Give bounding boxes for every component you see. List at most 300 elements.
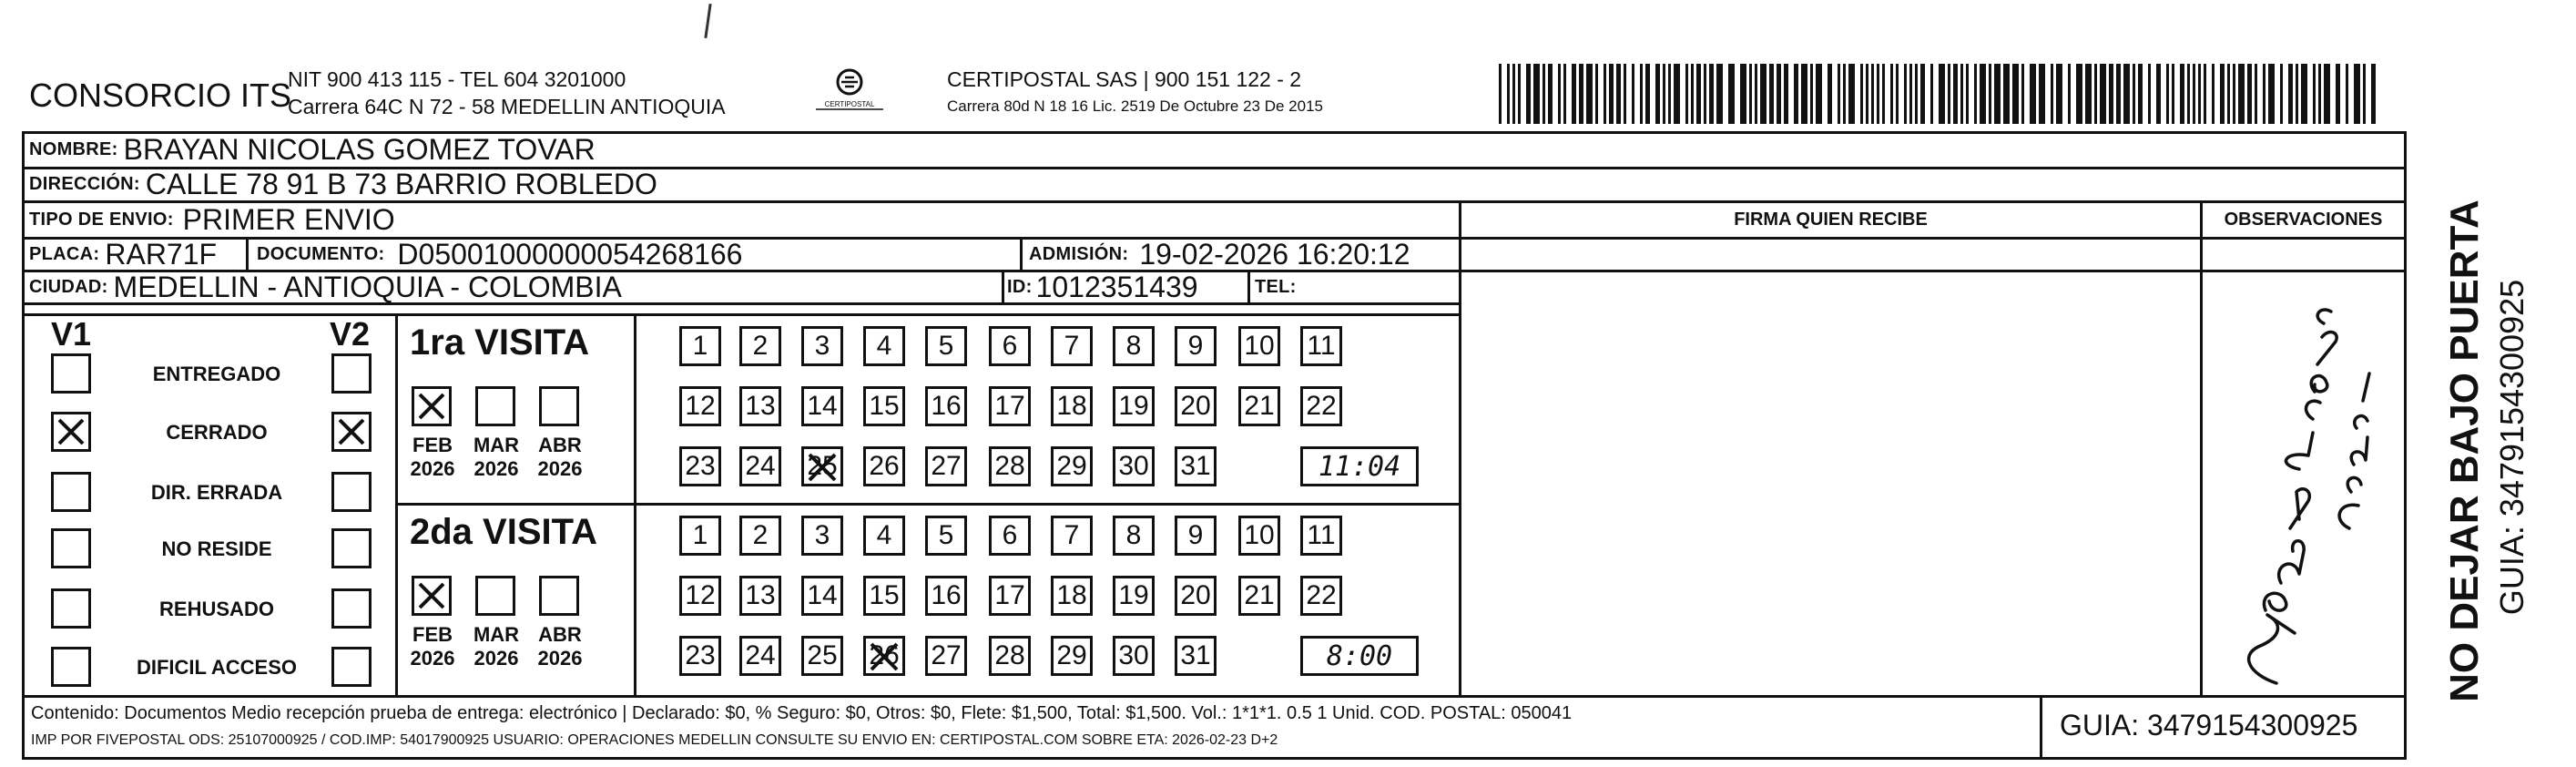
- x-mark-icon: [414, 578, 449, 613]
- day-number: 6: [1002, 331, 1018, 361]
- barcode-bar: [1740, 64, 1746, 124]
- day-number: 31: [1180, 640, 1211, 670]
- barcode-bar: [2238, 64, 2245, 124]
- day-box[interactable]: [1113, 516, 1155, 556]
- day-number: 8: [1125, 520, 1142, 550]
- barcode-bar: [1909, 64, 1912, 124]
- barcode-bar: [1579, 64, 1583, 124]
- status-option-label: ENTREGADO: [152, 363, 281, 385]
- ciudad-value: MEDELLIN - ANTIOQUIA - COLOMBIA: [113, 270, 622, 303]
- barcode-bar: [1980, 64, 1986, 124]
- month-label: [528, 434, 592, 481]
- day-number: 5: [938, 331, 954, 361]
- barcode-bar: [2280, 64, 2283, 124]
- documento-label: DOCUMENTO:: [257, 243, 385, 264]
- day-box[interactable]: [925, 636, 967, 676]
- barcode-bar: [2233, 64, 2235, 124]
- day-box[interactable]: [863, 516, 905, 556]
- day-box[interactable]: [801, 576, 843, 616]
- day-box[interactable]: [1113, 386, 1155, 426]
- barcode-bar: [1563, 64, 1566, 124]
- day-box[interactable]: [1051, 446, 1093, 486]
- day-box[interactable]: [739, 326, 781, 366]
- carrier-info-line2: Carrera 80d N 18 16 Lic. 2519 De Octubre 23 De 2015: [947, 97, 1323, 115]
- month-label: [401, 434, 464, 481]
- day-box[interactable]: [739, 636, 781, 676]
- barcode-bar: [1586, 64, 1593, 124]
- col-line: [2404, 131, 2407, 760]
- month-label: [528, 623, 592, 670]
- ciudad-row: [29, 271, 622, 302]
- day-number: 2: [752, 331, 769, 361]
- v2-checkbox[interactable]: [331, 588, 372, 629]
- day-number: 11: [1307, 331, 1336, 361]
- barcode-bar: [2021, 64, 2024, 124]
- barcode-bar: [1994, 64, 2001, 124]
- day-number: 30: [1118, 451, 1149, 481]
- day-box[interactable]: [679, 576, 721, 616]
- x-mark-icon: [866, 639, 902, 675]
- col-line: [1459, 200, 1461, 695]
- visit-time-box[interactable]: 8:00: [1300, 636, 1419, 676]
- day-box[interactable]: [1113, 636, 1155, 676]
- barcode-bar: [1674, 64, 1680, 124]
- id-row: [1007, 271, 1198, 302]
- day-box[interactable]: [925, 386, 967, 426]
- day-box[interactable]: [1300, 516, 1342, 556]
- x-mark-icon: [414, 389, 449, 424]
- day-box[interactable]: [739, 386, 781, 426]
- day-number: 25: [807, 451, 838, 481]
- day-box[interactable]: [1175, 516, 1217, 556]
- side-guia: GUIA: 3479154300925: [2493, 279, 2530, 616]
- month-checkbox[interactable]: [412, 386, 452, 426]
- col-line: [246, 237, 249, 270]
- barcode-bar: [2148, 64, 2151, 124]
- status-option-label: DIFICIL ACCESO: [136, 656, 297, 679]
- placa-value: RAR71F: [105, 237, 218, 271]
- day-box[interactable]: [1051, 636, 1093, 676]
- day-box[interactable]: [801, 446, 843, 486]
- day-box[interactable]: [925, 326, 967, 366]
- v1-checkbox[interactable]: [51, 647, 91, 687]
- visit-time-box[interactable]: 11:04: [1300, 446, 1419, 486]
- barcode-bar: [2204, 64, 2206, 124]
- barcode-bar: [2138, 64, 2143, 124]
- barcode-bar: [1691, 64, 1694, 124]
- day-box[interactable]: [801, 516, 843, 556]
- barcode-bar: [1728, 64, 1735, 124]
- day-box[interactable]: [925, 576, 967, 616]
- day-number: 10: [1244, 331, 1275, 361]
- day-box[interactable]: [1175, 326, 1217, 366]
- day-number: 16: [931, 580, 962, 610]
- barcode-bar: [1668, 64, 1671, 124]
- barcode-bar: [2336, 64, 2340, 124]
- barcode-bar: [1838, 64, 1840, 124]
- barcode-bar: [1595, 64, 1598, 124]
- visit-divider: [395, 503, 1459, 506]
- barcode-bar: [1655, 64, 1660, 124]
- day-number: 31: [1180, 451, 1211, 481]
- month-checkbox[interactable]: [539, 386, 579, 426]
- observaciones-handwriting: [2213, 273, 2395, 688]
- day-box[interactable]: [989, 326, 1031, 366]
- barcode-bar: [1920, 64, 1925, 124]
- barcode-bar: [1953, 64, 1958, 124]
- day-number: 16: [931, 391, 962, 421]
- barcode-bar: [1784, 64, 1788, 124]
- barcode-bar: [1526, 64, 1531, 124]
- barcode-bar: [2313, 64, 2316, 124]
- day-number: 2: [752, 520, 769, 550]
- day-number: 1: [692, 520, 708, 550]
- barcode-bar: [1499, 64, 1502, 124]
- day-number: 11: [1307, 520, 1336, 550]
- day-box[interactable]: [863, 386, 905, 426]
- footer-imp: IMP POR FIVEPOSTAL ODS: 25107000925 / COD.IMP: 54017900925 USUARIO: OPERACIONES MEDELLIN CONSULTE SU ENVIO EN: CERTIPOSTAL.COM SOBRE ETA: 2026-02-23 D+2: [31, 732, 1278, 748]
- day-box[interactable]: [1175, 386, 1217, 426]
- day-number: 5: [938, 520, 954, 550]
- placa-label: PLACA:: [29, 243, 100, 264]
- month-year: 2026: [410, 457, 455, 480]
- day-box[interactable]: [1238, 326, 1280, 366]
- id-label: ID:: [1007, 276, 1033, 297]
- day-box[interactable]: [989, 576, 1031, 616]
- day-number: 27: [931, 451, 962, 481]
- barcode-bar: [1645, 64, 1650, 124]
- tel-label: TEL:: [1255, 276, 1297, 297]
- day-box[interactable]: [1051, 516, 1093, 556]
- barcode-bar: [1848, 64, 1855, 124]
- col-line: [1002, 270, 1004, 302]
- day-number: 13: [745, 391, 776, 421]
- day-number: 26: [869, 640, 900, 670]
- day-box[interactable]: [1175, 576, 1217, 616]
- barcode-bar: [1685, 64, 1688, 124]
- day-box[interactable]: [801, 636, 843, 676]
- month-year: 2026: [537, 457, 583, 480]
- tel-row: [1255, 271, 1300, 302]
- day-box[interactable]: [989, 386, 1031, 426]
- day-box[interactable]: [863, 326, 905, 366]
- day-number: 7: [1064, 331, 1080, 361]
- day-box[interactable]: [739, 446, 781, 486]
- barcode-bar: [2212, 64, 2215, 124]
- nombre-label: NOMBRE:: [29, 138, 118, 159]
- footer-guia: GUIA: 3479154300925: [2060, 709, 2358, 741]
- v1-checkbox[interactable]: [51, 412, 91, 452]
- barcode-bar: [2296, 64, 2298, 124]
- id-value: 1012351439: [1035, 270, 1198, 303]
- day-box[interactable]: [1051, 326, 1093, 366]
- day-number: 9: [1187, 520, 1204, 550]
- barcode-bar: [2193, 64, 2195, 124]
- x-mark-icon: [804, 449, 840, 486]
- certipostal-logo: [809, 67, 891, 118]
- v2-checkbox[interactable]: [331, 412, 372, 452]
- barcode-bar: [1640, 64, 1643, 124]
- day-box[interactable]: [679, 326, 721, 366]
- day-number: 23: [685, 640, 716, 670]
- documento-value: D05001000000054268166: [397, 237, 743, 271]
- barcode-bar: [2094, 64, 2097, 124]
- day-box[interactable]: [1238, 386, 1280, 426]
- barcode-bar: [1866, 64, 1868, 124]
- tipo-label: TIPO DE ENVIO:: [29, 209, 174, 230]
- barcode-bar: [2354, 64, 2360, 124]
- col-line: [1020, 237, 1023, 270]
- day-number: 14: [807, 580, 838, 610]
- barcode-bar: [2100, 64, 2106, 124]
- month-year: 2026: [410, 647, 455, 670]
- barcode-bar: [1632, 64, 1634, 124]
- tipo-value: PRIMER ENVIO: [182, 202, 395, 236]
- day-box[interactable]: [1238, 516, 1280, 556]
- day-box[interactable]: [863, 446, 905, 486]
- barcode-bar: [2116, 64, 2121, 124]
- side-text-column: [2408, 131, 2576, 760]
- day-box[interactable]: [1113, 576, 1155, 616]
- month-year: 2026: [473, 457, 519, 480]
- month-checkbox[interactable]: [475, 576, 515, 616]
- status-option-label: NO RESIDE: [161, 537, 272, 560]
- no-dejar-warning: NO DEJAR BAJO PUERTA: [2442, 199, 2487, 702]
- month-year: 2026: [473, 647, 519, 670]
- admision-label: ADMISIÓN:: [1029, 243, 1129, 264]
- carrier-info-line1: CERTIPOSTAL SAS | 900 151 122 - 2: [947, 67, 1302, 91]
- v1-checkbox[interactable]: [51, 472, 91, 512]
- day-number: 1: [692, 331, 708, 361]
- day-number: 13: [745, 580, 776, 610]
- month-name: FEB: [412, 434, 453, 456]
- month-name: MAR: [473, 434, 520, 456]
- footer-divider: [22, 695, 2407, 698]
- certipostal-logo-icon: [809, 67, 891, 118]
- barcode-bar: [2187, 64, 2190, 124]
- barcode-bar: [1939, 64, 1945, 124]
- month-name: ABR: [538, 434, 582, 456]
- col-line: [2200, 200, 2203, 695]
- day-number: 22: [1306, 580, 1337, 610]
- status-option-label: REHUSADO: [159, 598, 274, 620]
- ciudad-label: CIUDAD:: [29, 276, 108, 297]
- admision-value: 19-02-2026 16:20:12: [1139, 237, 1410, 271]
- day-number: 10: [1244, 520, 1275, 550]
- day-number: 24: [745, 640, 776, 670]
- barcode-bar: [2268, 64, 2275, 124]
- day-box[interactable]: [925, 446, 967, 486]
- barcode-bar: [2198, 64, 2201, 124]
- observaciones-header: OBSERVACIONES: [2224, 210, 2383, 230]
- day-box[interactable]: [679, 636, 721, 676]
- scan-mark: [704, 4, 711, 38]
- documento-row: [257, 239, 742, 270]
- barcode-bar: [2003, 64, 2010, 124]
- barcode-bar: [2346, 64, 2348, 124]
- day-number: 15: [869, 580, 900, 610]
- day-box[interactable]: [863, 636, 905, 676]
- day-box[interactable]: [739, 576, 781, 616]
- day-number: 4: [876, 520, 892, 550]
- day-box[interactable]: [1175, 446, 1217, 486]
- company-name: CONSORCIO ITS: [29, 77, 292, 114]
- day-number: 21: [1244, 391, 1275, 421]
- company-info-line2: Carrera 64C N 72 - 58 MEDELLIN ANTIOQUIA: [288, 95, 726, 118]
- barcode-bar: [1948, 64, 1950, 124]
- day-box[interactable]: [1238, 576, 1280, 616]
- day-number: 20: [1180, 391, 1211, 421]
- day-box[interactable]: [989, 636, 1031, 676]
- barcode-bar: [2085, 64, 2092, 124]
- barcode-bar: [2133, 64, 2135, 124]
- day-number: 9: [1187, 331, 1204, 361]
- month-label: [464, 623, 528, 670]
- day-box[interactable]: [1175, 636, 1217, 676]
- month-year: 2026: [537, 647, 583, 670]
- status-option-label: CERRADO: [166, 421, 268, 444]
- month-label: [464, 434, 528, 481]
- day-number: 17: [994, 580, 1025, 610]
- barcode-bar: [2180, 64, 2184, 124]
- v2-checkbox[interactable]: [331, 647, 372, 687]
- v2-checkbox[interactable]: [331, 528, 372, 568]
- day-box[interactable]: [989, 516, 1031, 556]
- day-box[interactable]: [801, 326, 843, 366]
- barcode-bar: [1512, 64, 1515, 124]
- placa-row: [29, 239, 217, 270]
- day-box[interactable]: [925, 516, 967, 556]
- barcode-bar: [1769, 64, 1774, 124]
- barcode-bar: [1974, 64, 1977, 124]
- barcode-bar: [2288, 64, 2293, 124]
- day-box[interactable]: [1300, 386, 1342, 426]
- barcode-bar: [2012, 64, 2019, 124]
- v2-label: V2: [330, 315, 371, 353]
- day-box[interactable]: [739, 516, 781, 556]
- direccion-value: CALLE 78 91 B 73 BARRIO ROBLEDO: [145, 168, 657, 200]
- day-number: 17: [994, 391, 1025, 421]
- barcode-bar: [1843, 64, 1846, 124]
- day-box[interactable]: [1113, 446, 1155, 486]
- day-box[interactable]: [679, 516, 721, 556]
- barcode-bar: [1915, 64, 1918, 124]
- barcode-bar: [1709, 64, 1714, 124]
- v1-checkbox[interactable]: [51, 353, 91, 394]
- visit-title: 2da VISITA: [410, 512, 597, 552]
- day-box[interactable]: [1051, 576, 1093, 616]
- barcode-bar: [1966, 64, 1969, 124]
- barcode-bar: [2056, 64, 2062, 124]
- day-number: 8: [1125, 331, 1142, 361]
- barcode-bar: [1609, 64, 1614, 124]
- barcode-bar: [1604, 64, 1606, 124]
- barcode-bar: [2039, 64, 2045, 124]
- day-box[interactable]: [679, 386, 721, 426]
- barcode-bar: [2123, 64, 2130, 124]
- barcode-bar: [1624, 64, 1626, 124]
- barcode-bar: [2076, 64, 2082, 124]
- day-box[interactable]: [1300, 576, 1342, 616]
- barcode-bar: [2109, 64, 2113, 124]
- handwriting-text: Reja Negra Cerrada: [2213, 273, 2221, 274]
- day-number: 19: [1118, 580, 1149, 610]
- day-box[interactable]: [989, 446, 1031, 486]
- day-number: 7: [1064, 520, 1080, 550]
- nombre-value: BRAYAN NICOLAS GOMEZ TOVAR: [123, 132, 596, 166]
- barcode-bar: [1548, 64, 1553, 124]
- barcode-bar: [1704, 64, 1706, 124]
- month-checkbox[interactable]: [475, 386, 515, 426]
- v2-checkbox[interactable]: [331, 472, 372, 512]
- day-box[interactable]: [801, 386, 843, 426]
- day-number: 3: [814, 520, 830, 550]
- barcode-bar: [1816, 64, 1822, 124]
- month-checkbox[interactable]: [412, 576, 452, 616]
- direccion-label: DIRECCIÓN:: [29, 174, 140, 194]
- day-box[interactable]: [1051, 386, 1093, 426]
- barcode-bar: [1507, 64, 1510, 124]
- barcode-bar: [1930, 64, 1933, 124]
- col-line: [2040, 695, 2042, 760]
- v1-checkbox[interactable]: [51, 528, 91, 568]
- barcode-bar: [1558, 64, 1561, 124]
- day-box[interactable]: [1300, 326, 1342, 366]
- day-number: 29: [1056, 640, 1087, 670]
- barcode-bar: [2030, 64, 2036, 124]
- barcode-bar: [1518, 64, 1521, 124]
- day-number: 22: [1306, 391, 1337, 421]
- barcode-bar: [1960, 64, 1963, 124]
- barcode-bar: [1810, 64, 1813, 124]
- barcode-bar: [1801, 64, 1807, 124]
- v1-checkbox[interactable]: [51, 588, 91, 629]
- nombre-row: [29, 133, 596, 166]
- day-number: 21: [1244, 580, 1275, 610]
- barcode-bar: [1749, 64, 1752, 124]
- day-number: 12: [685, 391, 716, 421]
- month-name: ABR: [538, 623, 582, 646]
- v2-checkbox[interactable]: [331, 353, 372, 394]
- day-box[interactable]: [679, 446, 721, 486]
- day-number: 26: [869, 451, 900, 481]
- barcode-bar: [1760, 64, 1767, 124]
- day-number: 4: [876, 331, 892, 361]
- logo-text: CERTIPOSTAL: [824, 100, 875, 108]
- barcode-bar: [2166, 64, 2169, 124]
- barcode-bar: [1533, 64, 1540, 124]
- barcode-bar: [1663, 64, 1665, 124]
- day-number: 24: [745, 451, 776, 481]
- day-number: 28: [994, 640, 1025, 670]
- day-box[interactable]: [863, 576, 905, 616]
- barcode-bar: [2255, 64, 2257, 124]
- month-name: MAR: [473, 623, 520, 646]
- barcode-bar: [1904, 64, 1907, 124]
- barcode-bar: [2263, 64, 2265, 124]
- row-line: [22, 313, 1459, 316]
- tipo-row: [29, 203, 395, 236]
- barcode-bar: [2172, 64, 2174, 124]
- barcode-bar: [1572, 64, 1576, 124]
- barcode-bar: [1890, 64, 1893, 124]
- day-box[interactable]: [1113, 326, 1155, 366]
- barcode-bar: [2068, 64, 2071, 124]
- barcode-bar: [1696, 64, 1701, 124]
- day-number: 28: [994, 451, 1025, 481]
- month-checkbox[interactable]: [539, 576, 579, 616]
- barcode-bar: [1896, 64, 1899, 124]
